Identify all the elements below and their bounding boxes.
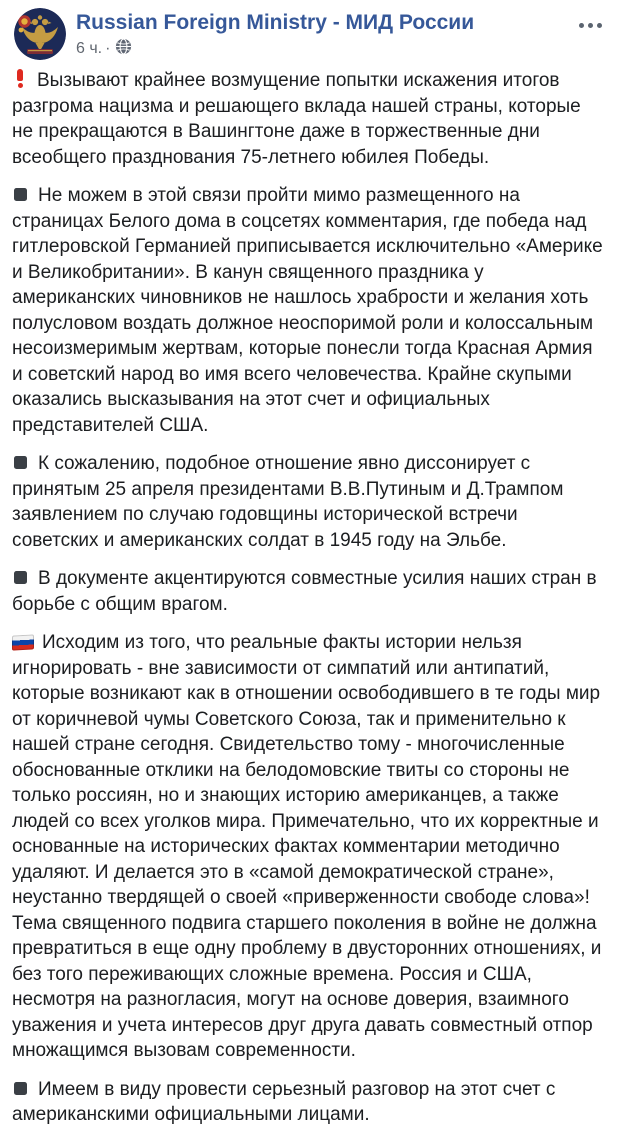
page-avatar[interactable] [14, 8, 66, 60]
paragraph-text: К сожалению, подобное отношение явно диссонирует с принятым 25 апреля президентами В.В.Путиным и Д.Трампом заявлением по случаю годовщины исторической встречи советских и американских солдат в 1945 году на Эльбе. [12, 453, 564, 551]
black-square-icon [14, 456, 27, 469]
black-square-icon [14, 188, 27, 201]
paragraph-text: Не можем в этой связи пройти мимо размещенного на страницах Белого дома в соцсетях комментария, где победа над гитлеровской Германией приписывается исключительно «Америке и Великобритании». В канун священного праздника у американских чиновников не нашлось храбрости и желания хоть полусловом воздать должное неоспоримой роли и колоссальным несоизмеримым жертвам, которые понесли тогда Красная Армия и советский народ во имя всего человечества. Крайне скупыми оказались высказывания на этот счет и официальных представителей США. [12, 185, 603, 436]
mfa-russia-emblem-icon [14, 8, 66, 60]
timestamp-row[interactable] [76, 38, 474, 60]
globe-icon [115, 38, 132, 60]
post-options-ellipsis-icon[interactable] [574, 18, 607, 33]
post-paragraph [12, 566, 605, 617]
red-exclamation-icon [16, 69, 25, 88]
page-name-link[interactable]: Russian Foreign Ministry - МИД России [76, 11, 475, 34]
black-square-icon [14, 571, 27, 584]
post-paragraph [12, 451, 605, 553]
paragraph-text: Вызывают крайнее возмущение попытки искажения итогов разгрома нацизма и решающего вклада нашей страны, которые не прекращаются в Вашингтоне даже в торжественные дни всеобщего празднования 75-летнего юбилея Победы. [12, 70, 581, 168]
timestamp[interactable]: 6 ч. [76, 40, 103, 57]
dot-separator: · [105, 40, 111, 57]
paragraph-text: Исходим из того, что реальные факты истории нельзя игнорировать - вне зависимости от симпатий или антипатий, которые возникают как в отношении освободившего в те годы мир от коричневой чумы Советского Союза, так и применительно к нашей стране сегодня. Свидетельство тому - многочисленные обоснованные отклики на белодомовские твиты со стороны не только россиян, но и знающих историю американцев, а также людей со всех уголков мира. Примечательно, что их корректные и основанные на исторических фактах комментарии методично удаляют. И делается это в «самой демократической стране», неустанно твердящей о своей «приверженности свободе слова»! Тема священного подвига старшего поколения в войне не должна превратиться в еще одну проблему в двусторонних отношениях, и без того переживающих сложные времена. Россия и США, несмотря на разногласия, могут на основе доверия, взаимного уважения и учета интересов друг друга давать совместный отпор множащимся вызовам современности. [12, 632, 602, 1061]
post-paragraph [12, 1077, 605, 1128]
black-square-icon [14, 1082, 27, 1095]
post-paragraph [12, 630, 605, 1064]
post-paragraph [12, 68, 605, 170]
post-paragraph [12, 183, 605, 438]
post-body [0, 64, 621, 1142]
paragraph-text: В документе акцентируются совместные усилия наших стран в борьбе с общим врагом. [12, 568, 597, 615]
post-header [0, 0, 621, 64]
header-meta [76, 8, 474, 60]
ru-flag-icon [12, 634, 34, 650]
paragraph-text: Имеем в виду провести серьезный разговор на этот счет с американскими официальными лицами. [12, 1078, 556, 1125]
